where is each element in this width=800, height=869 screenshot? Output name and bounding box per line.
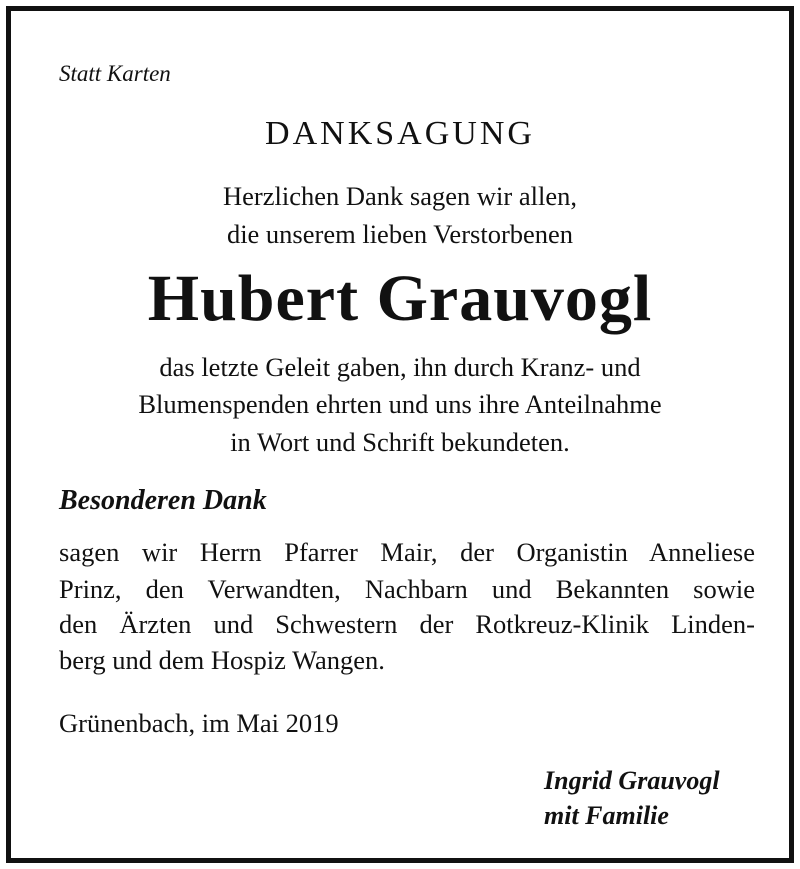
body-line-2: Blumenspenden ehrten und uns ihre Anteilnahme — [138, 389, 662, 419]
special-thanks-line-4: berg und dem Hospiz Wangen. — [59, 645, 385, 675]
statt-karten-label: Statt Karten — [59, 61, 171, 86]
signature-line-2: mit Familie — [544, 801, 669, 830]
signature-line-1: Ingrid Grauvogl — [544, 766, 720, 795]
special-thanks-heading: Besonderen Dank — [59, 485, 267, 516]
place-date: Grünenbach, im Mai 2019 — [59, 708, 339, 738]
notice-frame — [6, 6, 794, 863]
special-thanks-line-2: Prinz, den Verwandten, Nachbarn und Bekannten sowie — [59, 574, 755, 604]
special-thanks-line-3: den Ärzten und Schwestern der Rotkreuz-Klinik Linden- — [59, 609, 755, 639]
intro-line-1: Herzlichen Dank sagen wir allen, — [223, 181, 577, 211]
notice-heading: DANKSAGUNG — [265, 115, 535, 152]
intro-line-2: die unserem lieben Verstorbenen — [226, 219, 574, 249]
special-thanks-line-1: sagen wir Herrn Pfarrer Mair, der Organistin Anneliese — [59, 537, 755, 567]
body-line-3: in Wort und Schrift bekundeten. — [230, 427, 570, 457]
deceased-name: Hubert Grauvogl — [147, 262, 653, 335]
body-line-1: das letzte Geleit gaben, ihn durch Kranz- und — [159, 352, 641, 382]
